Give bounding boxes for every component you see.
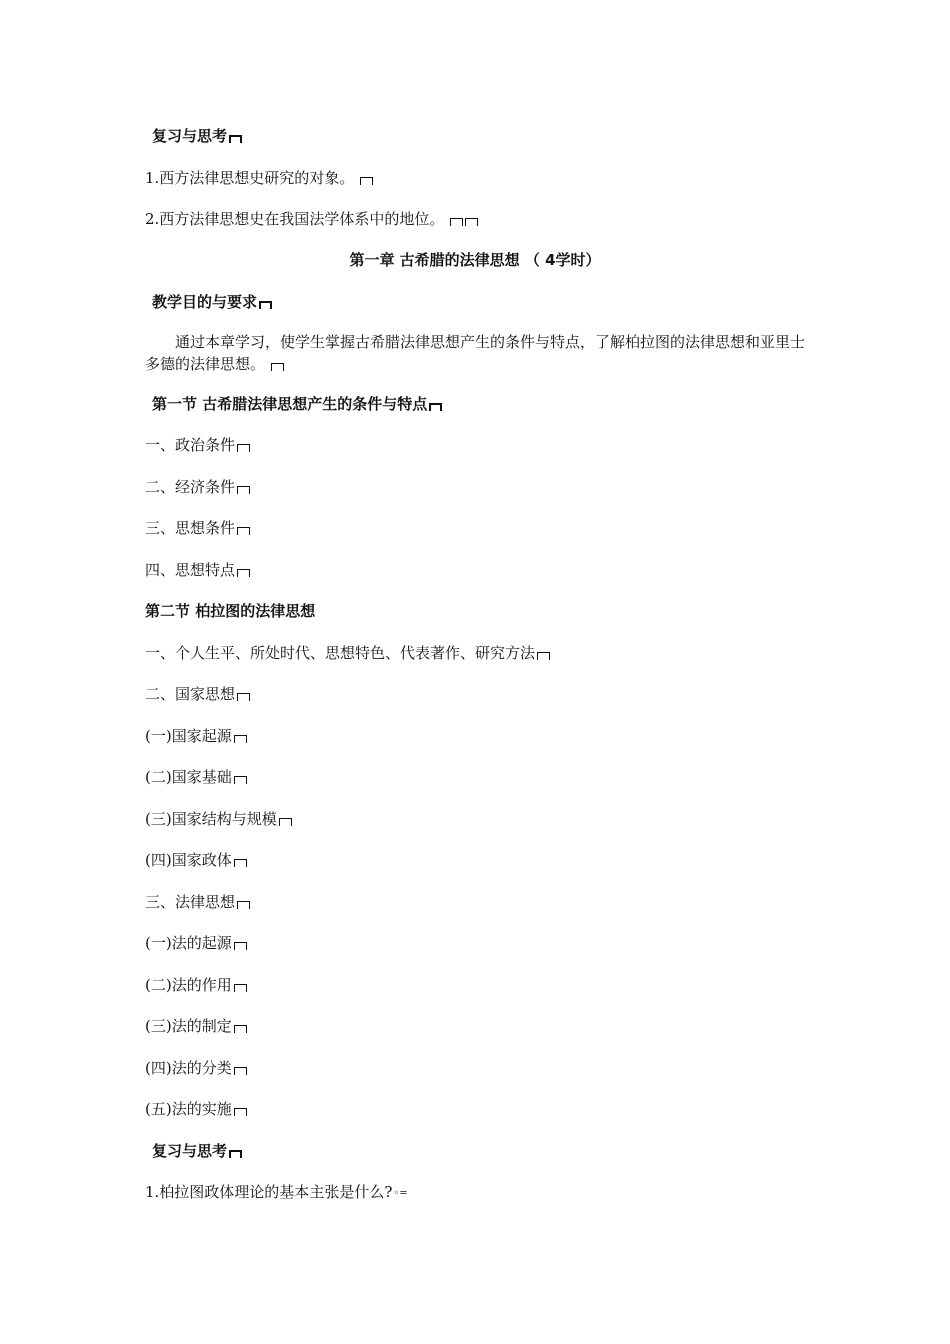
section-2-item (145, 726, 247, 746)
review-heading-2 (152, 1141, 242, 1161)
section-2-item-text: (四)法的分类 (145, 1059, 232, 1077)
review-question-2-text: 2.西方法律思想史在我国法学体系中的地位。 (145, 210, 445, 228)
paragraph-mark-icon (237, 901, 250, 909)
section-2-item-text: (三)法的制定 (145, 1017, 232, 1035)
section-1-item-text: 一、政治条件 (145, 436, 236, 454)
goals-heading (152, 292, 272, 312)
paragraph-mark-icon (360, 177, 373, 185)
section-2-item-text: (三)国家结构与规模 (145, 810, 277, 828)
section-2-item-text: 二、国家思想 (145, 685, 236, 703)
paragraph-mark-icon (237, 693, 250, 701)
section-2-item-text: (二)法的作用 (145, 976, 232, 994)
paragraph-mark-icon (237, 444, 250, 452)
section-2-item-text: (一)法的起源 (145, 934, 232, 952)
paragraph-mark-icon (537, 652, 550, 660)
section-2-item (145, 933, 247, 953)
review-heading-1 (152, 126, 242, 146)
paragraph-mark-icon (234, 776, 247, 784)
review-heading-2-text: 复习与思考 (152, 1142, 228, 1160)
section-2-item (145, 1058, 247, 1078)
section-2-item (145, 767, 247, 787)
section-2-item-text: (五)法的实施 (145, 1100, 232, 1118)
paragraph-mark-icon (234, 1108, 247, 1116)
chapter-title: 第一章 古希腊的法律思想 （ 4学时） (349, 251, 601, 269)
review-2-question-1 (145, 1182, 408, 1204)
paragraph-mark-icon (271, 363, 284, 371)
paragraph-mark-icon (465, 218, 478, 226)
paragraph-mark-icon (234, 942, 247, 950)
section-2-item (145, 1099, 247, 1119)
review-question-2 (145, 209, 478, 229)
section-1-item-text: 三、思想条件 (145, 519, 236, 537)
review-question-1-text: 1.西方法律思想史研究的对象。 (145, 169, 355, 187)
section-1-item (145, 518, 250, 538)
review-2-question-1-text: 1.柏拉图政体理论的基本主张是什么? (145, 1183, 393, 1201)
section-2-item-text: 三、法律思想 (145, 893, 236, 911)
paragraph-mark-icon (234, 859, 247, 867)
section-1-item-text: 二、经济条件 (145, 478, 236, 496)
paragraph-mark-icon (229, 1150, 242, 1158)
section-1-item (145, 560, 250, 580)
section-1-title-text: 第一节 古希腊法律思想产生的条件与特点 (152, 395, 428, 413)
section-1-item-text: 四、思想特点 (145, 561, 236, 579)
paragraph-mark-icon (259, 301, 272, 309)
paragraph-mark-icon (237, 569, 250, 577)
goals-paragraph (145, 331, 810, 375)
section-1-item (145, 435, 250, 455)
section-2-item (145, 809, 292, 829)
review-question-1 (145, 168, 373, 188)
section-2-item-text: (一)国家起源 (145, 727, 232, 745)
paragraph-mark-icon (450, 218, 463, 226)
section-1-title (152, 394, 442, 414)
section-2-item (145, 1016, 247, 1036)
section-2-item (145, 892, 250, 912)
paragraph-mark-icon (234, 1067, 247, 1075)
section-2-item-text: (二)国家基础 (145, 768, 232, 786)
section-2-title: 第二节 柏拉图的法律思想 (145, 602, 316, 620)
paragraph-mark-icon (234, 735, 247, 743)
paragraph-mark-icon (237, 527, 250, 535)
paragraph-mark-icon (429, 403, 442, 411)
section-2-item (145, 850, 247, 870)
paragraph-mark-icon (229, 135, 242, 143)
section-1-item (145, 477, 250, 497)
end-mark-icon: ◦= (393, 1188, 408, 1199)
paragraph-mark-icon (237, 486, 250, 494)
paragraph-mark-icon (279, 818, 292, 826)
goals-paragraph-text: 通过本章学习，使学生掌握古希腊法律思想产生的条件与特点，了解柏拉图的法律思想和亚里士多德的法律思想。 (145, 333, 806, 373)
section-2-item-text: 一、个人生平、所处时代、思想特色、代表著作、研究方法 (145, 644, 536, 662)
section-2-item-text: (四)国家政体 (145, 851, 232, 869)
paragraph-mark-icon (234, 1025, 247, 1033)
section-2-item (145, 643, 550, 663)
goals-heading-text: 教学目的与要求 (152, 293, 258, 311)
section-2-item (145, 975, 247, 995)
section-2-item (145, 684, 250, 704)
paragraph-mark-icon (234, 984, 247, 992)
review-heading-1-text: 复习与思考 (152, 127, 228, 145)
